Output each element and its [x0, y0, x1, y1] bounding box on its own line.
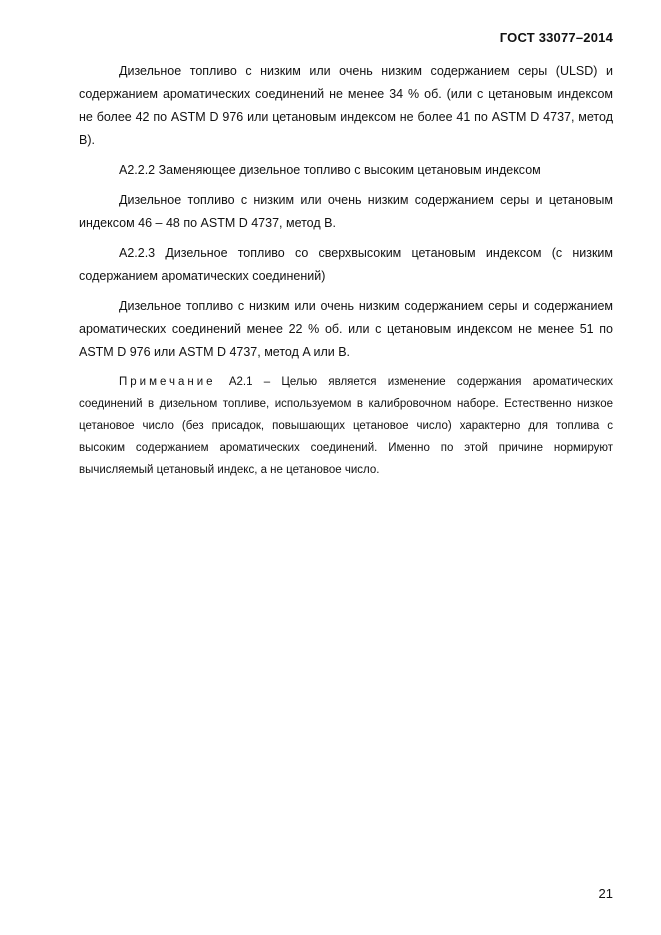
paragraph-ulsd-aromatics: Дизельное топливо с низким или очень низким содержанием серы (ULSD) и содержанием ароматических соединений не менее 34 % об. (или с цетановым индексом не более 42 по ASTM D 976 или цетановым индексом не более 41 по ASTM D 4737, метод B).: [79, 64, 613, 147]
paragraph-high-cetane: Дизельное топливо с низким или очень низким содержанием серы и цетановым индексом 46 – 48 по ASTM D 4737, метод B.: [79, 193, 613, 230]
document-body: [79, 60, 613, 481]
section-heading-a2-2-2: А2.2.2 Заменяющее дизельное топливо с высоким цетановым индексом: [119, 163, 541, 177]
page-number: 21: [598, 886, 613, 901]
note-label: Примечание: [119, 376, 216, 388]
paragraph-ultra-high-cetane: Дизельное топливо с низким или очень низким содержанием серы и содержанием ароматических соединений менее 22 % об. или с цетановым индексом не менее 51 по ASTM D 976 или ASTM D 4737, метод A или B.: [79, 299, 613, 359]
section-heading-a2-2-3: А2.2.3 Дизельное топливо со сверхвысоким цетановым индексом (с низким содержанием ароматических соединений): [79, 246, 613, 283]
document-id-header: ГОСТ 33077–2014: [499, 30, 613, 45]
note-text: А2.1 – Целью является изменение содержания ароматических соединений в дизельном топливе, используемом в калибровочном наборе. Естественно низкое цетановое число (без присадок, повышающих цетановое число) характерно для топлива с высоким содержанием ароматических соединений. Именно по этой причине нормируют вычисляемый цетановый индекс, а не цетановое число.: [79, 376, 613, 476]
note-a2-1: [79, 371, 613, 481]
